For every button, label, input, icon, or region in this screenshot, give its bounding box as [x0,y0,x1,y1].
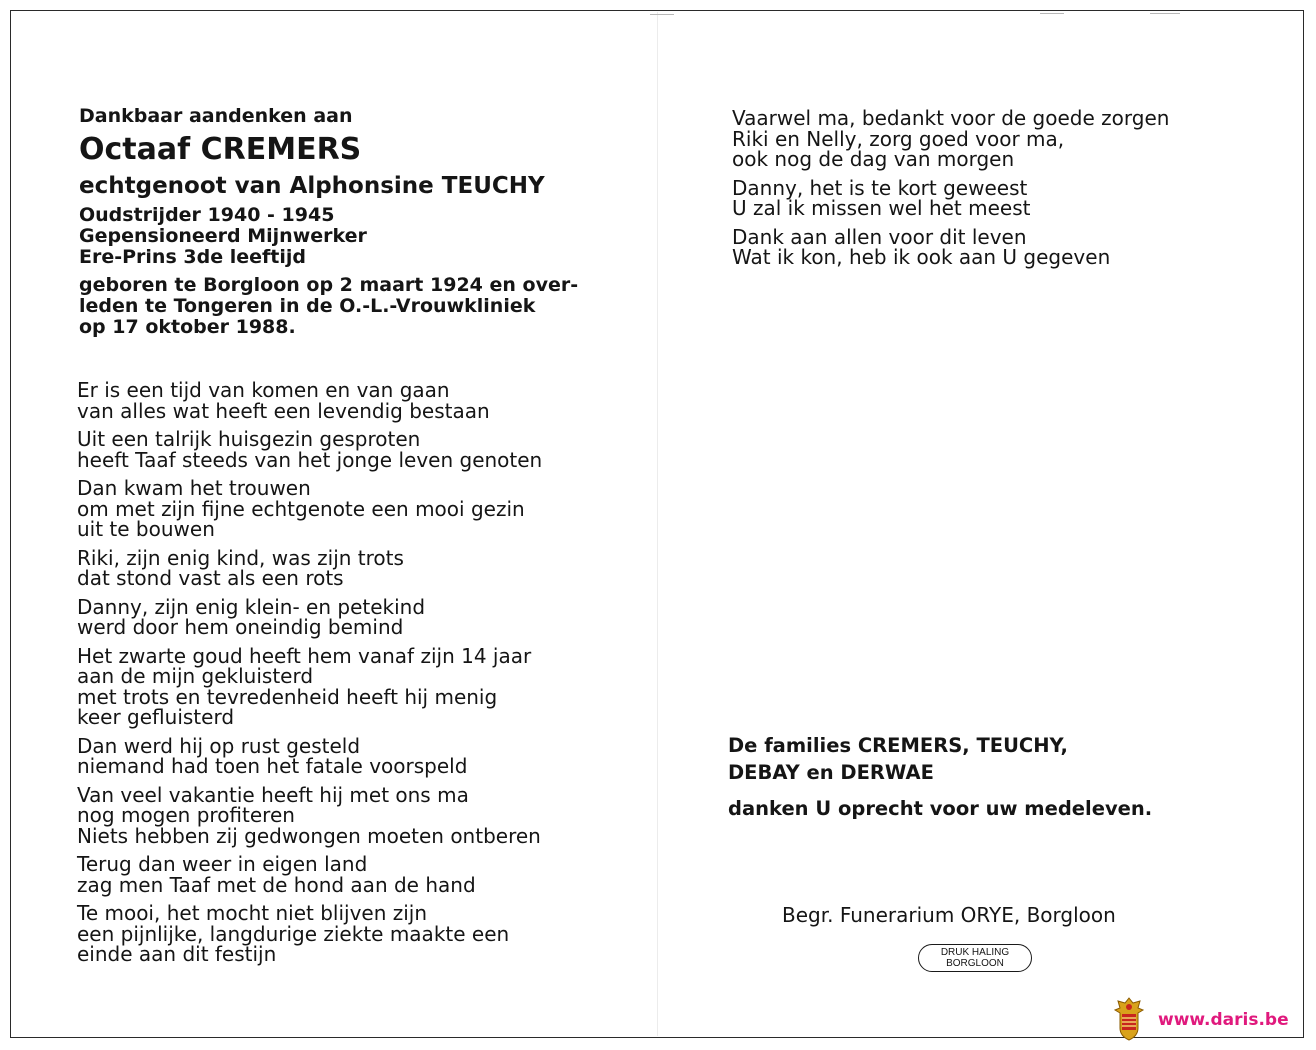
stanza [77,903,542,965]
stanza [77,782,542,848]
poem-line: Terug dan weer in eigen land [77,852,368,876]
poem-line: werd door hem oneindig bemind [77,615,404,639]
poem-line: Riki, zijn enig kind, was zijn trots [77,545,404,570]
card-fold [657,12,658,1036]
printer-line: BORGLOON [946,958,1004,969]
poem-line: Dank aan allen voor dit leven [732,224,1027,249]
stanza [77,594,542,639]
poem-line: ook nog de dag van morgen [732,147,1015,171]
poem-line: met trots en tevredenheid heeft hij menig [77,684,498,709]
top-mark [1040,13,1064,14]
poem-line: uit te bouwen [77,517,215,541]
poem-line: aan de mijn gekluisterd [77,664,314,688]
poem-line: om met zijn fijne echtgenote een mooi gezin [77,496,525,521]
poem-line: dat stond vast als een rots [77,566,344,590]
stanza [77,643,542,729]
thanks-line: danken U oprecht voor uw medeleven. [728,797,1153,820]
stanza [77,854,542,895]
stanza [77,380,542,421]
poem-line: heeft Taaf steeds van het jonge leven genoten [77,447,543,472]
stanza [77,545,542,590]
role-line: Oudstrijder 1940 - 1945 [79,204,335,226]
funeral-home: Begr. Funerarium ORYE, Borgloon [782,903,1116,927]
poem-line: Uit een talrijk huisgezin gesproten [77,427,421,451]
birth-death-line: geboren te Borgloon op 2 maart 1924 en over- [79,274,579,296]
stanza [77,429,542,470]
poem-line: Danny, zijn enig klein- en petekind [77,594,426,619]
poem-line: Wat ik kon, heb ik ook aan U gegeven [732,245,1111,269]
printer-line: DRUK HALING [940,947,1010,958]
poem-line: Vaarwel ma, bedankt voor de goede zorgen [732,106,1170,130]
poem-line: Er is een tijd van komen en van gaan [77,378,450,402]
poem-line: Niets hebben zij gedwongen moeten ontberen [77,823,541,848]
poem-left [77,380,542,973]
poem-line: Het zwarte goud heeft hem vanaf zijn 14 jaar [77,643,532,668]
families-line: De families CREMERS, TEUCHY, [728,734,1068,757]
poem-line: einde aan dit festijn [77,942,277,966]
header-block [79,104,578,338]
poem-line: Van veel vakantie heeft hij met ons ma [77,782,469,807]
stanza [77,733,542,778]
poem-line: Te mooi, het mocht niet blijven zijn [77,901,428,925]
poem-line: nog mogen profiteren [77,803,295,827]
poem-line: Dan werd hij op rust gesteld [77,733,361,758]
poem-line: keer gefluisterd [77,705,235,729]
role-line: Gepensioneerd Mijnwerker [79,225,367,247]
poem-line: Danny, het is te kort geweest [732,175,1028,200]
poem-line: van alles wat heeft een levendig bestaan [77,398,490,423]
spouse-line: echtgenoot van Alphonsine TEUCHY [79,173,545,199]
printer-badge [918,944,1032,972]
roles [79,205,578,268]
stanza [732,224,1169,269]
deceased-name: Octaaf CREMERS [79,132,362,167]
poem-line: Riki en Nelly, zorg goed voor ma, [732,126,1065,151]
families-line: DEBAY en DERWAE [728,761,934,784]
top-mark [1150,13,1180,14]
birth-death [79,275,578,338]
poem-line: niemand had toen het fatale voorspeld [77,754,468,778]
birth-death-line: op 17 oktober 1988. [79,316,296,338]
top-mark [650,14,674,15]
poem-line: Dan kwam het trouwen [77,476,311,500]
birth-death-line: leden te Tongeren in de O.-L.-Vrouwkliniek [79,295,536,317]
poem-line: U zal ik missen wel het meest [732,196,1031,220]
poem-right [732,108,1169,276]
stanza [77,478,542,540]
watermark-link[interactable]: www.daris.be [1158,1010,1289,1030]
families-thanks [728,732,1152,822]
stanza [732,108,1169,170]
poem-line: zag men Taaf met de hond aan de hand [77,872,476,897]
poem-line: een pijnlijke, langdurige ziekte maakte een [77,921,510,946]
crest-icon [1112,996,1146,1042]
role-line: Ere-Prins 3de leeftijd [79,246,306,268]
remembrance-line: Dankbaar aandenken aan [79,105,353,127]
stanza [732,175,1169,220]
